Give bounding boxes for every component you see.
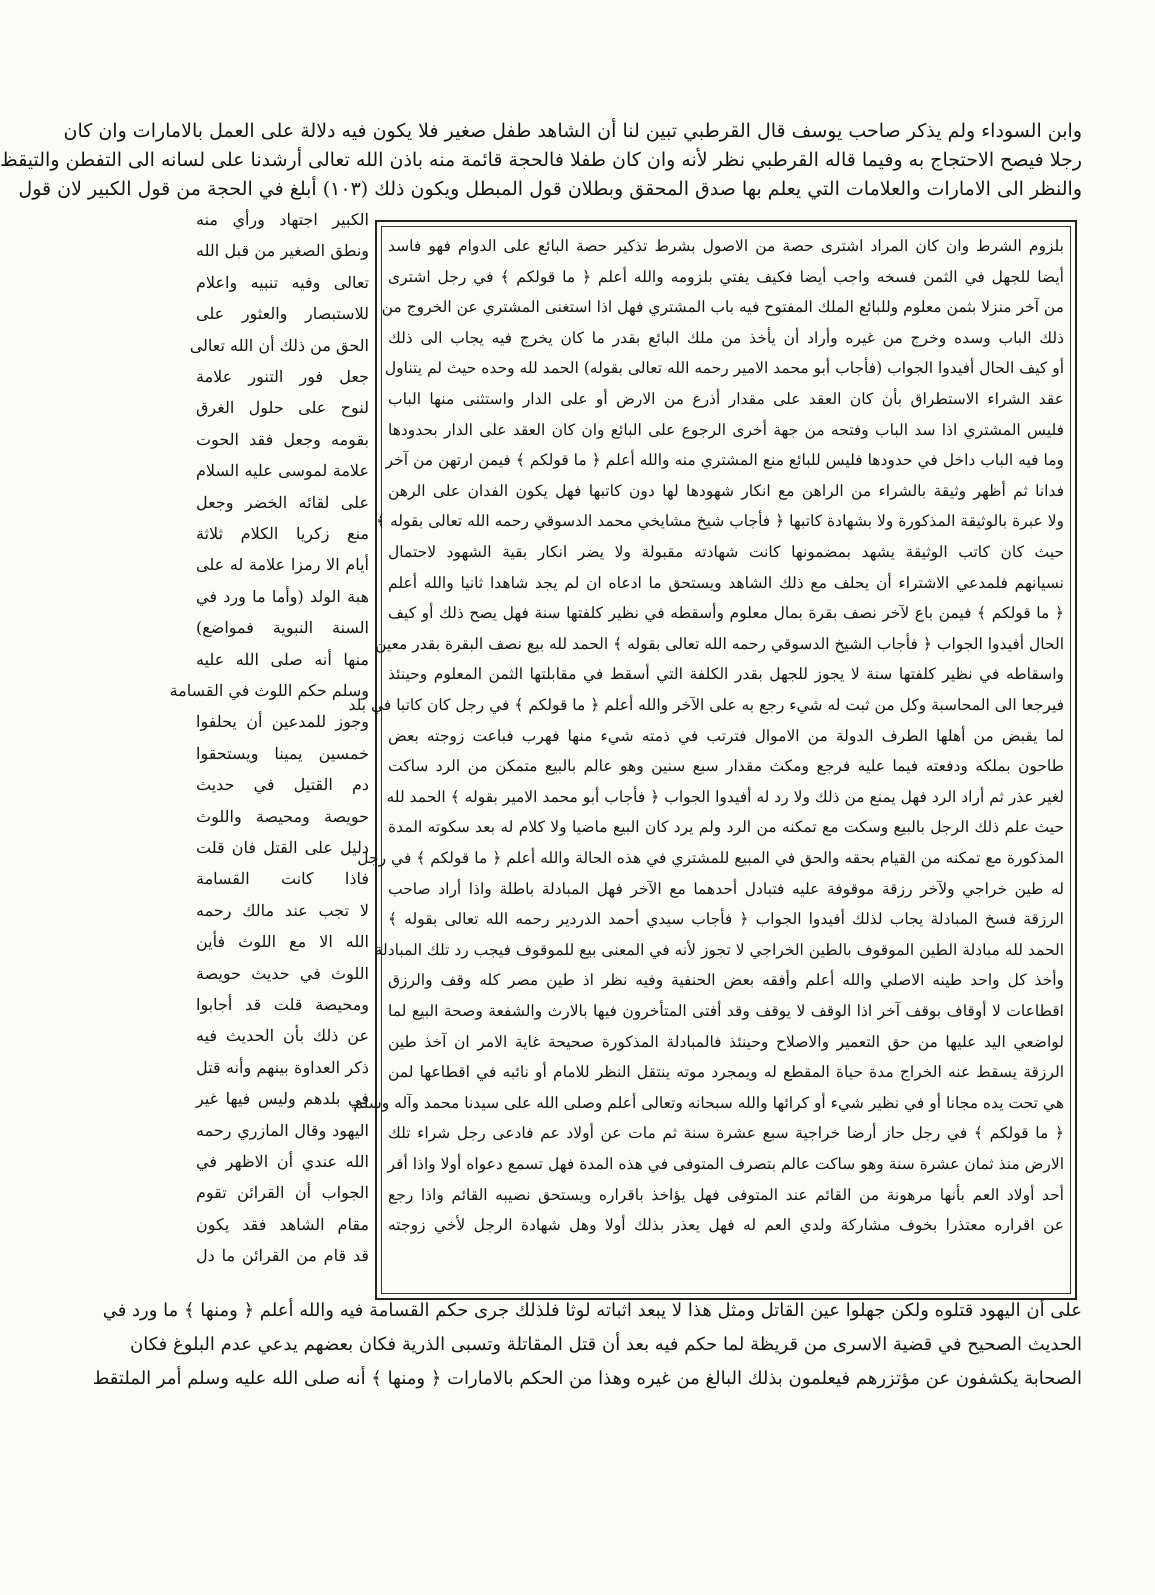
margin-text-line: منها أنه صلى الله عليه	[196, 649, 369, 669]
margin-text-line: وسلم حكم اللوث في القسامة	[169, 681, 369, 700]
main-text-line: بلزوم الشرط وان كان المراد اشترى حصة من الاصول بشرط تذكير حصة البائع على الدوام فهو فاسد	[388, 237, 1064, 255]
margin-text-line: الحق من ذلك أن الله تعالى	[189, 335, 369, 355]
margin-text-line: اليهود وقال المازري رحمه	[196, 1120, 369, 1140]
main-text-line: لواضعي اليد عليها من حق التعمير والاصلاح وحينئذ فالمبادلة المذكورة صحيحة غاية الامر ان آخذ طين	[388, 1032, 1064, 1051]
margin-text-line: الله عندي أن الاظهر في	[196, 1152, 369, 1171]
main-text-line: لما يقبض من أهلها الطرف الدولة من الاموال فترتب في ذمته شيء منها فهرب فباعت زوجته بعض	[388, 726, 1064, 745]
main-text-line: ذلك الباب وسده وخرج من غيره وأراد أن يأخذ من ملك البائع بقدر ما كان يخرج فيه يجاب الى ذلك	[388, 328, 1064, 347]
margin-text-line: لنوح على حلول الغرق	[196, 398, 369, 418]
bottom-text-line: الحديث الصحيح في قضية الاسرى من قريظة لما حكم فيه بعد أن قتل المقاتلة وتسبى الذرية فكان بعضهم يدعي عدم البلوغ فكان	[130, 1334, 1082, 1355]
margin-text-line: لا تجب عند مالك رحمه	[196, 900, 369, 920]
bottom-text-line: على أن اليهود قتلوه ولكن جهلوا عين القاتل ومثل هذا لا يبعد اثباته لوثا فلذلك جرى حكم القسامة فيه والله أعلم ﴿ ومنها ﴾ ما ورد في	[102, 1300, 1082, 1321]
margin-text-line: ونطق الصغير من قبل الله	[196, 241, 369, 261]
main-text-line: ﴿ ما قولكم ﴾ فيمن باع لآخر نصف بقرة بمال معلوم وأسقطه في نظير كلفتها سنة فهل يصح ذلك أو كيف	[388, 604, 1064, 623]
main-text-line: من آخر منزلا بثمن معلوم وللبائع الملك المفتوح فيه باب المشتري فهل اذا استغنى المشتري عن الخروج من	[381, 298, 1064, 317]
margin-text-line: للاستبصار والعثور على	[196, 304, 369, 324]
margin-text-line: اللوث في حديث حويصة	[196, 963, 369, 983]
main-text-line: وما فيه الباب داخل في حدودها فليس للبائع منع المشتري منه والله أعلم ﴿ ما قولكم ﴾ فيمن ارتهن من آخر	[385, 451, 1064, 470]
margin-text-line: تعالى وفيه تنبيه واعلام	[196, 272, 369, 292]
bottom-text-line: الصحابة يكشفون عن مؤتزرهم فيعلمون بذلك البالغ من غيره وهذا من الحكم بالامارات ﴿ ومنها ﴾ أنه صلى الله عليه وسلم أمر الملتقط	[92, 1368, 1082, 1389]
main-text-line: نسيانهم فلمدعي الاشتراء أن يحلف مع ذلك الشاهد ويستحق ما ادعاه ان لم يجد شاهدا ثانيا والله أعلم	[388, 573, 1064, 592]
margin-text-line: منع زكريا الكلام ثلاثة	[196, 524, 369, 543]
main-text-line: واسقاطه في نظير كلفتها سنة لا يجوز للجهل بقدر الكلفة التي أسقط في مقابلتها الثمن المعلوم وحينئذ	[388, 665, 1064, 684]
top-text-line: والنظر الى الامارات والعلامات التي يعلم بها صدق المحقق وبطلان قول المبطل ويكون ذلك (۱۰۳) أبلغ في الحجة من قول الكبير لان قول	[18, 178, 1082, 200]
margin-text-line: جعل فور التنور علامة	[196, 367, 369, 386]
main-text-line: الرزقة يسقط عنه الخراج مدة حياة المقطع له ويمجرد موته ينتقل النظر للامام أو نائبه في اقطاعها لمن	[388, 1063, 1064, 1082]
main-text-line: لغير عذر ثم أراد الرد فهل يمنع من ذلك ولا رد له أفيدوا الجواب ﴿ فأجاب أبو محمد الامير بقوله ﴾ الحمد لله	[386, 787, 1064, 806]
main-text-line: طاحون بملكه ودفعته فيما عليه فرجع ومكث مقدار سبع سنين وهو عالم بالبيع متمكن من الرد ساكت	[388, 757, 1064, 776]
margin-text-line: في بلدهم وليس فيها غير	[196, 1089, 369, 1109]
margin-text-line: الله الا مع اللوث فأين	[196, 932, 369, 952]
main-text-line: أيضا للجهل في الثمن فسخه واجب أيضا فكيف يفتي بلزومه والله أعلم ﴿ ما قولكم ﴾ في رجل اشترى	[388, 267, 1064, 286]
main-text-line: الحال أفيدوا الجواب ﴿ فأجاب الشيخ الدسوقي رحمه الله تعالى بقوله ﴾ الحمد لله بيع نصف البقرة بقدر معين	[375, 634, 1064, 653]
margin-text-line: هبة الولد (وأما ما ورد في	[196, 586, 369, 606]
main-text-line: وأخذ كل واحد طينه الاصلي والله أعلم وأفقه بعض الحنفية وفيه نظر اذ طين مصر كله وقف والرزق	[388, 971, 1064, 990]
margin-text-line: خمسين يمينا ويستحقوا	[196, 743, 369, 763]
top-text-line: رجلا فيصح الاحتجاج به وفيما قاله القرطبي نظر لأنه وان كان طفلا فالحجة قائمة منه باذن الله تعالى أرشدنا على لسانه الى التفطن والتيقظ	[0, 149, 1082, 171]
margin-text-line: الكبير اجتهاد ورأي منه	[196, 210, 369, 229]
margin-text-line: فاذا كانت القسامة	[196, 869, 369, 889]
main-text-line: حيث علم ذلك الرجل بالبيع وسكت مع تمكنه من الرد ولم يرد كان البيع ماضيا ولا كلام له بعد سكوته المدة	[388, 818, 1064, 837]
main-text-line: عقد الشراء الاستطراق بأن كان العقد على مقدار أذرع من الارض أو على الدار واستثنى منها الباب	[388, 390, 1064, 408]
main-text-line: ﴿ ما قولكم ﴾ في رجل حاز أرضا خراجية سبع عشرة سنة ثم مات عن أولاد عم فادعى رجل شراء تلك	[388, 1124, 1064, 1143]
margin-text-line: بقومه وجعل فقد الحوت	[196, 429, 369, 449]
main-text-line: الارض منذ ثمان عشرة سنة وهو ساكت عالم بتصرف المتوفى في هذه المدة فهل تسمع دعواه أولا واذا أقر	[387, 1155, 1064, 1173]
top-text-line: وابن السوداء ولم يذكر صاحب يوسف قال القرطبي تبين لنا أن الشاهد طفل صغير فلا يكون فيه دلالة على العمل بالامارات وان كان	[63, 120, 1082, 142]
margin-text-line: عن ذلك بأن الحديث فيه	[196, 1026, 369, 1046]
margin-text-line: دم القتيل في حديث	[196, 775, 369, 795]
main-text-line: المذكورة مع تمكنه من القيام بحقه والحق في المبيع للمشتري في هذه الحالة والله أعلم ﴿ ما قولكم ﴾ في رجل	[357, 849, 1064, 867]
margin-text-line: مقام الشاهد فقد يكون	[196, 1214, 369, 1234]
margin-text-line: على لقائه الخضر وجعل	[196, 492, 369, 512]
main-text-line: ولا عبرة بالوثيقة المذكورة ولا بشهادة كاتبها ﴿ فأجاب شيخ مشايخي محمد الدسوقي رحمه الله تعالى بقوله ﴾	[375, 512, 1064, 531]
main-text-line: أو كيف الحال أفيدوا الجواب (فأجاب أبو محمد الامير رحمه الله تعالى بقوله) الحمد لله وحده حيث لم يتناول	[384, 359, 1064, 378]
margin-text-line: وجوز للمدعين أن يحلفوا	[196, 712, 369, 732]
margin-text-line: حويصة ومحيصة واللوث	[196, 806, 369, 826]
main-text-line: له طين خراجي ولآخر رزقة موقوفة عليه فتبادل أحدهما مع الآخر فهل المبادلة باطلة واذا أراد صاحب	[388, 879, 1064, 898]
margin-text-line: السنة النبوية فمواضع)	[196, 618, 369, 638]
main-text-line: عن اقراره معتذرا بخوف مشاركة ولدي العم له فهل يعذر بذلك أولا وهل شهادة الرجل لأخي زوجته	[388, 1216, 1064, 1235]
margin-text-line: قد قام من القرائن ما دل	[196, 1246, 369, 1266]
main-text-line: اقطاعات لا أوقاف بوقف آخر اذا الوقف لا يوقف وقد أفتى المتأخرون فيها بالارث والشفعة وصحة البيع لما	[388, 1002, 1064, 1020]
main-text-line: أحد أولاد العم بأنها مرهونة من القائم عند المتوفى فهل يؤاخذ باقراره ويستحق نصيبه القائم واذا رجع	[388, 1185, 1064, 1204]
main-text-line: فيرجعا الى المحاسبة وكل من ثبت له شيء رجع به على الآخر والله أعلم ﴿ ما قولكم ﴾ في رجل كان كاتبا في بلد	[348, 696, 1064, 714]
margin-text-line: علامة لموسى عليه السلام	[196, 461, 369, 481]
main-text-line: حيث كان كاتب الوثيقة يشهد بمضمونها كانت شهادته مقبولة ولا يضر انكار بقية الشهود لاحتمال	[388, 543, 1064, 561]
main-text-line: فدانا ثم أظهر وثيقة بالشراء من الراهن مع انكار شهودها لها دون كاتبها فهل يكون الفدان على الرهن	[388, 481, 1064, 500]
main-text-line: الحمد لله مبادلة الطين الموقوف بالطين الخراجي لا تجوز لأنه في المعنى بيع للموقوف فيجب رد تلك المبادلة	[374, 940, 1064, 959]
margin-text-line: ومحيصة قلت قد أجابوا	[196, 995, 369, 1014]
main-text-line: هي تحت يده مجانا أو في نظير شيء أو كرائها والله سبحانه وتعالى أعلم وصلى الله على سيدنا محمد وآله وسلم	[353, 1093, 1064, 1112]
margin-text-line: الجواب أن القرائن تقوم	[196, 1183, 369, 1203]
margin-text-line: ذكر العداوة بينهم وأنه قتل	[196, 1057, 369, 1077]
margin-text-line: دليل على القتل فان قلت	[196, 838, 369, 857]
margin-text-line: أيام الا رمزا علامة له على	[196, 555, 369, 575]
main-text-line: الرزقة فسخ المبادلة يجاب لذلك أفيدوا الجواب ﴿ فأجاب سيدي أحمد الدردير رحمه الله تعالى بقوله ﴾	[388, 910, 1064, 929]
main-text-line: فليس المشتري اذا سد الباب وفتحه من جهة أخرى الرجوع على البائع وان كان العقد على الدار بحدودها	[388, 420, 1064, 439]
